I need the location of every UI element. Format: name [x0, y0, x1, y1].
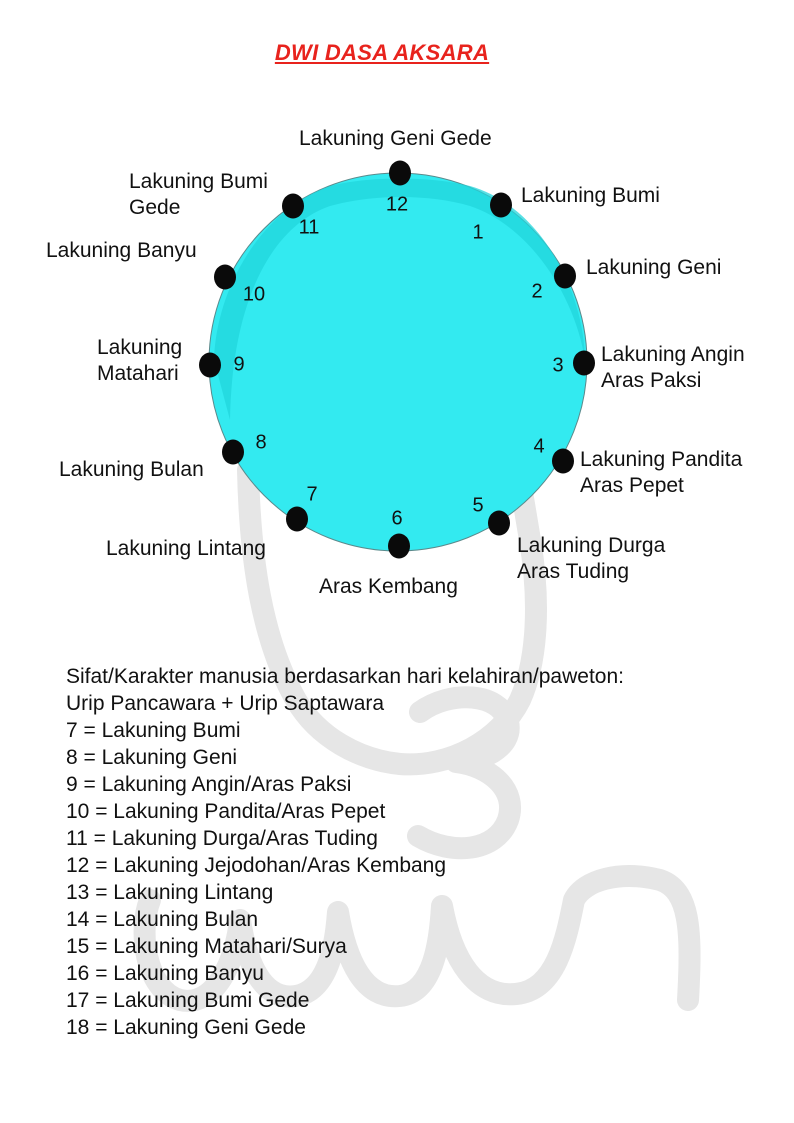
- position-label-line: Lakuning Bumi: [129, 170, 268, 193]
- position-label-3: [601, 342, 745, 394]
- legend-entry: 16 = Lakuning Banyu: [66, 962, 264, 985]
- legend-entry: 12 = Lakuning Jejodohan/Aras Kembang: [66, 854, 447, 877]
- legend-entry: 10 = Lakuning Pandita/Aras Pepet: [66, 800, 386, 823]
- position-number-11: 11: [298, 216, 320, 239]
- position-label-5: [517, 533, 665, 585]
- position-dot-6: [388, 534, 410, 559]
- position-dot-1: [490, 193, 512, 218]
- position-number-3: 3: [552, 354, 564, 377]
- legend-entry: 17 = Lakuning Bumi Gede: [66, 989, 310, 1012]
- position-dot-3: [573, 351, 595, 376]
- position-label-line: Aras Kembang: [319, 575, 458, 598]
- legend-entry: 11 = Lakuning Durga/Aras Tuding: [66, 827, 378, 850]
- legend-entry: 18 = Lakuning Geni Gede: [66, 1016, 306, 1039]
- page-title: DWI DASA AKSARA: [274, 40, 490, 65]
- position-label-8: [59, 457, 204, 483]
- position-label-line: Lakuning: [97, 336, 183, 359]
- position-label-12: [299, 126, 492, 152]
- position-number-8: 8: [255, 431, 267, 454]
- position-label-line: Aras Pepet: [580, 474, 684, 497]
- position-label-line: Lakuning Bulan: [59, 458, 204, 481]
- position-label-line: Lakuning Geni Gede: [299, 127, 492, 150]
- position-label-11: [129, 169, 268, 221]
- position-dot-5: [488, 511, 510, 536]
- position-label-line: Lakuning Durga: [517, 534, 666, 557]
- position-label-line: Gede: [129, 196, 181, 219]
- position-label-line: Matahari: [97, 362, 179, 385]
- position-label-line: Lakuning Bumi: [521, 184, 660, 207]
- legend-entry: 8 = Lakuning Geni: [66, 746, 238, 769]
- legend-entry: 14 = Lakuning Bulan: [66, 908, 259, 931]
- position-label-4: [580, 447, 742, 499]
- position-label-line: Aras Paksi: [601, 369, 702, 392]
- position-dot-8: [222, 440, 244, 465]
- legend-entry: 7 = Lakuning Bumi: [66, 719, 241, 742]
- legend-entry: 13 = Lakuning Lintang: [66, 881, 274, 904]
- position-number-1: 1: [472, 221, 484, 244]
- position-label-line: Lakuning Geni: [586, 256, 722, 279]
- position-number-6: 6: [391, 507, 403, 530]
- position-number-5: 5: [472, 494, 484, 517]
- legend-entry: 9 = Lakuning Angin/Aras Paksi: [66, 773, 352, 796]
- position-label-line: Lakuning Lintang: [106, 537, 266, 560]
- position-dot-9: [199, 353, 221, 378]
- legend-formula: Urip Pancawara + Urip Saptawara: [66, 692, 385, 715]
- position-dot-12: [389, 161, 411, 186]
- legend-heading: Sifat/Karakter manusia berdasarkan hari kelahiran/paweton:: [66, 665, 624, 688]
- position-dot-10: [214, 265, 236, 290]
- position-label-line: Lakuning Banyu: [46, 239, 197, 262]
- position-label-10: [46, 238, 197, 264]
- position-label-line: Aras Tuding: [517, 560, 630, 583]
- position-number-10: 10: [242, 283, 266, 306]
- legend: [66, 663, 624, 1041]
- position-label-line: Lakuning Angin: [601, 343, 745, 366]
- position-dot-2: [554, 264, 576, 289]
- position-number-7: 7: [306, 483, 318, 506]
- position-label-6: [319, 574, 458, 600]
- position-dot-7: [286, 507, 308, 532]
- position-label-9: [97, 335, 182, 387]
- position-dot-11: [282, 194, 304, 219]
- position-number-12: 12: [385, 193, 409, 216]
- legend-entry: 15 = Lakuning Matahari/Surya: [66, 935, 347, 958]
- position-label-line: Lakuning Pandita: [580, 448, 743, 471]
- position-label-2: [586, 255, 721, 281]
- position-number-2: 2: [531, 280, 543, 303]
- position-label-1: [521, 183, 660, 209]
- position-label-7: [106, 536, 266, 562]
- position-number-9: 9: [233, 353, 245, 376]
- position-dot-4: [552, 449, 574, 474]
- position-number-4: 4: [533, 435, 545, 458]
